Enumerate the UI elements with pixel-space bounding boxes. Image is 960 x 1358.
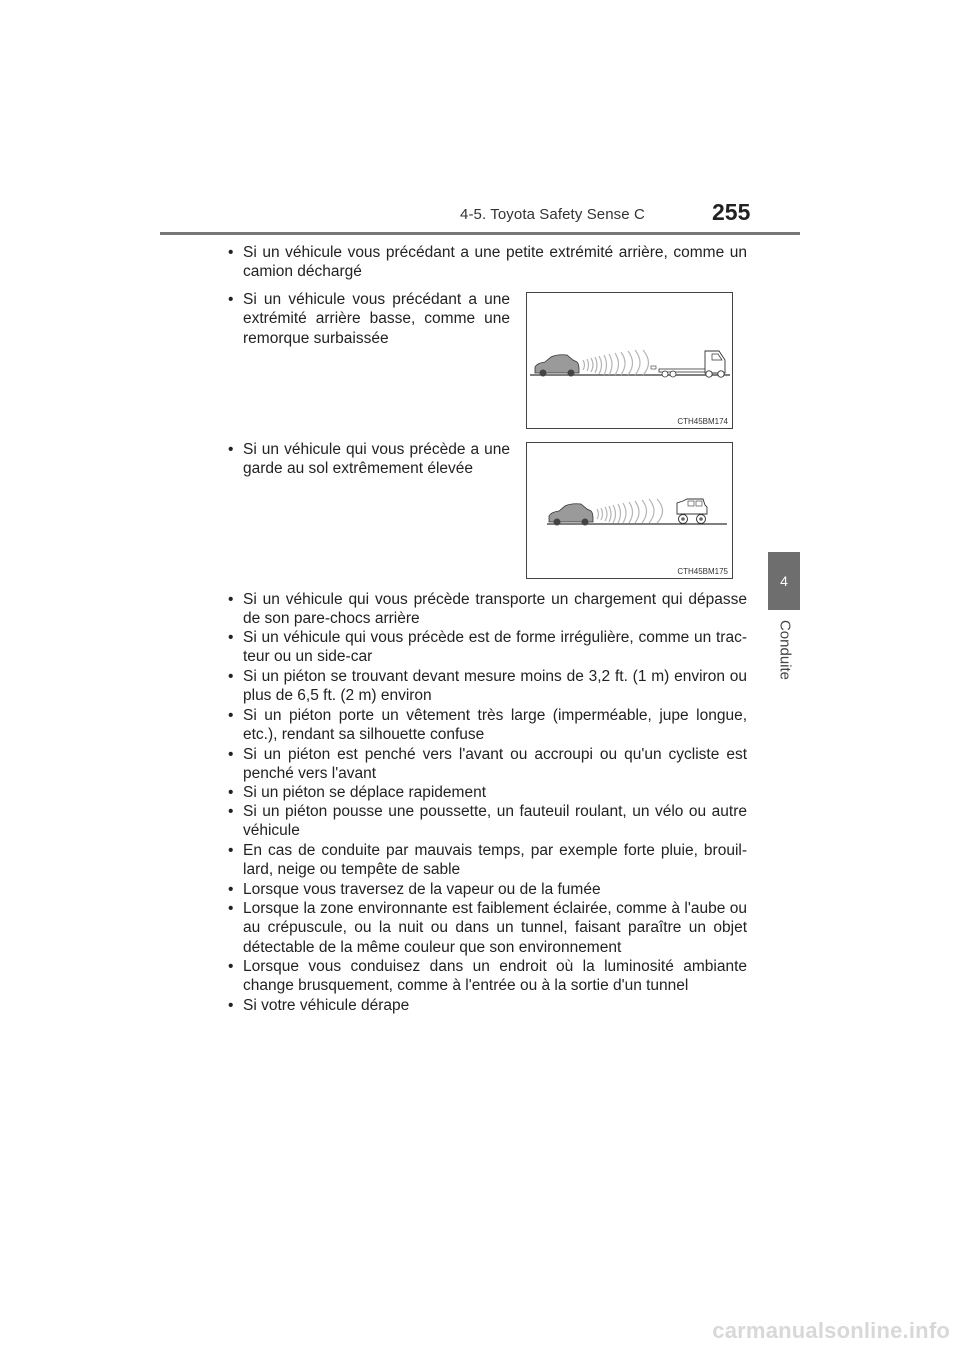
bullet-item: • Si un piéton se déplace rapidement <box>227 783 747 802</box>
footer-watermark[interactable]: carmanualsonline.info <box>712 1318 950 1343</box>
chapter-label <box>765 620 805 680</box>
car-radar-lowbed-trailer-illustration <box>527 293 732 428</box>
bullet-item: • En cas de conduite par mauvais temps, par exemple forte pluie, brouil-lard, neige ou tempête de sable <box>227 841 747 880</box>
bullet-item: • Si un véhicule qui vous précède est de forme irrégulière, comme un trac-teur ou un side-car <box>227 628 747 667</box>
bullet-item: • Si votre véhicule dérape <box>227 996 747 1015</box>
chapter-tab[interactable] <box>768 552 800 610</box>
figure-high-clearance-vehicle <box>526 442 733 579</box>
bullet-item: • Si un véhicule qui vous précède a une garde au sol extrêmement élevée <box>227 440 510 479</box>
chapter-label-text: Conduite <box>776 619 794 681</box>
figure-lowbed-trailer <box>526 292 733 429</box>
bullet-item: • Si un véhicule qui vous précède transporte un chargement qui dépasse de son pare-chocs arrière <box>227 590 747 629</box>
car-radar-high-clearance-vehicle-illustration <box>527 443 732 578</box>
bullet-item: • Si un véhicule vous précédant a une extrémité arrière basse, comme une remorque surbaissée <box>227 290 510 348</box>
chapter-tab-number: 4 <box>780 573 788 589</box>
bullet-item: • Si un piéton se trouvant devant mesure moins de 3,2 ft. (1 m) environ ou plus de 6,5 ft. (2 m) environ <box>227 667 747 706</box>
page-number: 255 <box>712 199 751 225</box>
figure-code: CTH45BM175 <box>677 567 728 576</box>
bullet-item: • Lorsque la zone environnante est faiblement éclairée, comme à l'aube ou au crépuscule, ou la nuit ou dans un tunnel, faisant paraître un objet détectable de la même couleur que son environnement <box>227 899 747 957</box>
bullet-item: • Lorsque vous conduisez dans un endroit où la luminosité ambiante change brusquement, comme à l'entrée ou à la sortie d'un tunnel <box>227 957 747 996</box>
header-rule <box>160 232 800 235</box>
figure-code: CTH45BM174 <box>677 417 728 426</box>
bullet-item: • Si un piéton pousse une poussette, un fauteuil roulant, un vélo ou autre véhicule <box>227 802 747 841</box>
bullet-item: • Si un véhicule vous précédant a une petite extrémité arrière, comme un camion déchargé <box>227 243 747 282</box>
header-section-title: 4-5. Toyota Safety Sense C <box>460 206 645 223</box>
bullet-item: • Si un piéton est penché vers l'avant ou accroupi ou qu'un cycliste est penché vers l'avant <box>227 745 747 784</box>
bullet-item: • Lorsque vous traversez de la vapeur ou de la fumée <box>227 880 747 899</box>
bullet-item: • Si un piéton porte un vêtement très large (imperméable, jupe longue, etc.), rendant sa silhouette confuse <box>227 706 747 745</box>
